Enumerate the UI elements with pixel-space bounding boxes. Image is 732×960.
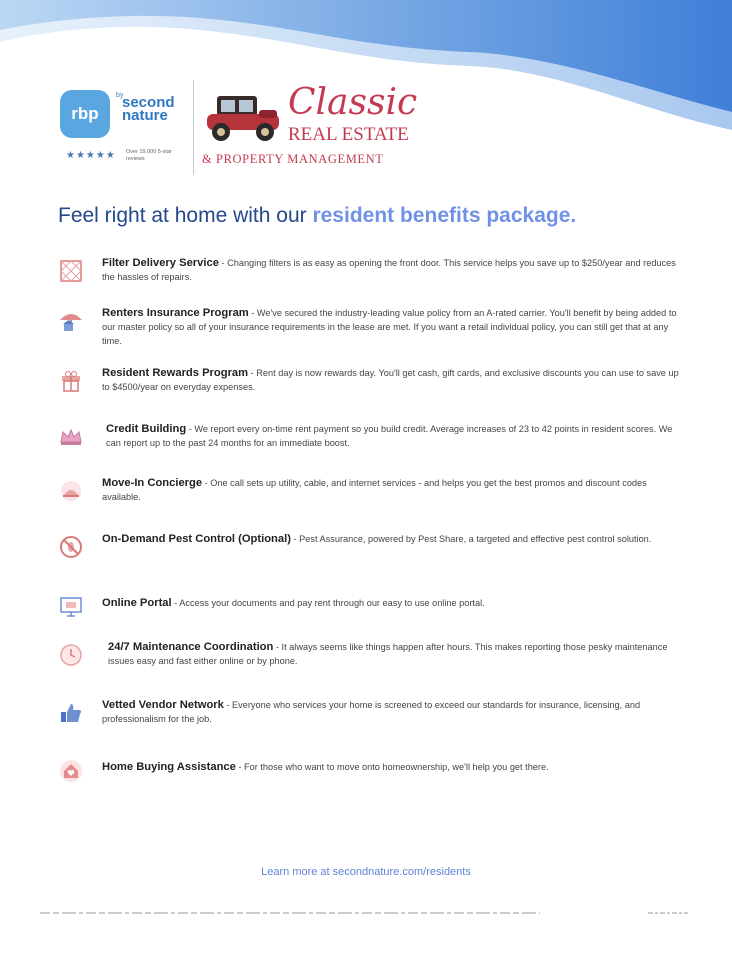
logo-area xyxy=(60,80,430,180)
benefit-text xyxy=(102,306,682,348)
benefit-title: Move-In Concierge xyxy=(102,477,203,489)
page-title xyxy=(58,204,576,228)
umbrella-house-icon xyxy=(58,308,84,334)
five-star-rating-icon: ★★★★★ xyxy=(66,150,116,161)
second-nature-logo-text: second nature xyxy=(122,94,175,124)
benefit-text xyxy=(102,760,682,774)
benefit-title: Resident Rewards Program xyxy=(102,367,249,379)
benefit-description: - We've secured the industry-leading value policy from an A-rated carrier. You'll benefit by being added to our master policy so all of your insurance requirements in the lease are met. If you want a retail individual policy, you can still get that at any time. xyxy=(102,308,677,346)
benefit-text xyxy=(106,422,686,450)
by-text: by xyxy=(116,92,124,99)
benefit-description: - Access your documents and pay rent through our easy to use online portal. xyxy=(171,598,485,608)
benefit-title: Home Buying Assistance xyxy=(102,761,236,773)
benefit-description: - Pest Assurance, powered by Pest Share, a targeted and effective pest control solution. xyxy=(290,534,652,544)
crown-icon xyxy=(58,424,84,450)
benefit-description: - For those who want to move onto homeownership, we'll help you get there. xyxy=(235,762,549,772)
benefit-title: 24/7 Maintenance Coordination xyxy=(108,641,274,653)
page-title-plain: Feel right at home with our xyxy=(58,204,313,227)
page-title-accent: resident benefits package. xyxy=(312,204,577,227)
filter-icon xyxy=(58,258,84,284)
classic-logo-text: Classic xyxy=(288,82,418,123)
legal-fine-print xyxy=(40,910,540,917)
benefit-description: - It always seems like things happen after hours. This makes reporting those pesky maintenance issues easy and fast either online or by phone. xyxy=(108,642,668,666)
benefit-title: Renters Insurance Program xyxy=(102,307,249,319)
rbp-logo-text: rbp xyxy=(71,104,99,123)
concierge-icon xyxy=(58,478,84,504)
benefit-title: Credit Building xyxy=(106,423,187,435)
benefit-title: Online Portal xyxy=(102,597,172,609)
benefit-text xyxy=(102,256,682,284)
property-management-logo-text: & PROPERTY MANAGEMENT xyxy=(202,152,384,166)
logo-divider xyxy=(193,80,194,175)
home-heart-icon xyxy=(58,758,84,784)
form-code xyxy=(648,910,688,917)
real-estate-logo-text: REAL ESTATE xyxy=(288,124,409,145)
clock-icon xyxy=(58,642,84,668)
benefit-title: On-Demand Pest Control (Optional) xyxy=(102,533,291,545)
benefit-text xyxy=(102,532,682,546)
benefit-text xyxy=(102,366,682,394)
thumbs-up-icon xyxy=(58,700,84,726)
benefit-text xyxy=(102,698,682,726)
benefit-description: - One call sets up utility, cable, and internet services - and helps you get the best promos and discount codes available. xyxy=(102,478,647,502)
no-pest-icon xyxy=(58,534,84,560)
benefit-description: - Changing filters is as easy as opening the front door. This service helps you save up to $250/year and reduces the hassles of repairs. xyxy=(102,258,676,282)
benefit-title: Filter Delivery Service xyxy=(102,257,219,269)
gift-icon xyxy=(58,368,84,394)
benefit-description: - Rent day is now rewards day. You'll get cash, gift cards, and exclusive discounts you can use to save up to $4500/year on everyday expenses. xyxy=(102,368,679,392)
benefit-text xyxy=(102,476,682,504)
benefit-description: - Everyone who services your home is screened to exceed our standards for insurance, licensing, and professionalism for the job. xyxy=(102,700,641,724)
reviews-count: Over 19,000 5-star reviews xyxy=(126,149,172,162)
learn-more-link[interactable]: Learn more at secondnature.com/residents xyxy=(261,866,471,878)
benefit-description: - We report every on-time rent payment so you build credit. Average increases of 23 to 42 points in resident scores. We can report up to the past 24 months for an immediate boost. xyxy=(106,424,673,448)
monitor-icon xyxy=(58,594,84,620)
classic-car-icon xyxy=(203,92,283,144)
rbp-logo xyxy=(60,90,110,138)
benefit-text xyxy=(102,596,682,610)
benefit-title: Vetted Vendor Network xyxy=(102,699,224,711)
benefit-text xyxy=(108,640,688,668)
